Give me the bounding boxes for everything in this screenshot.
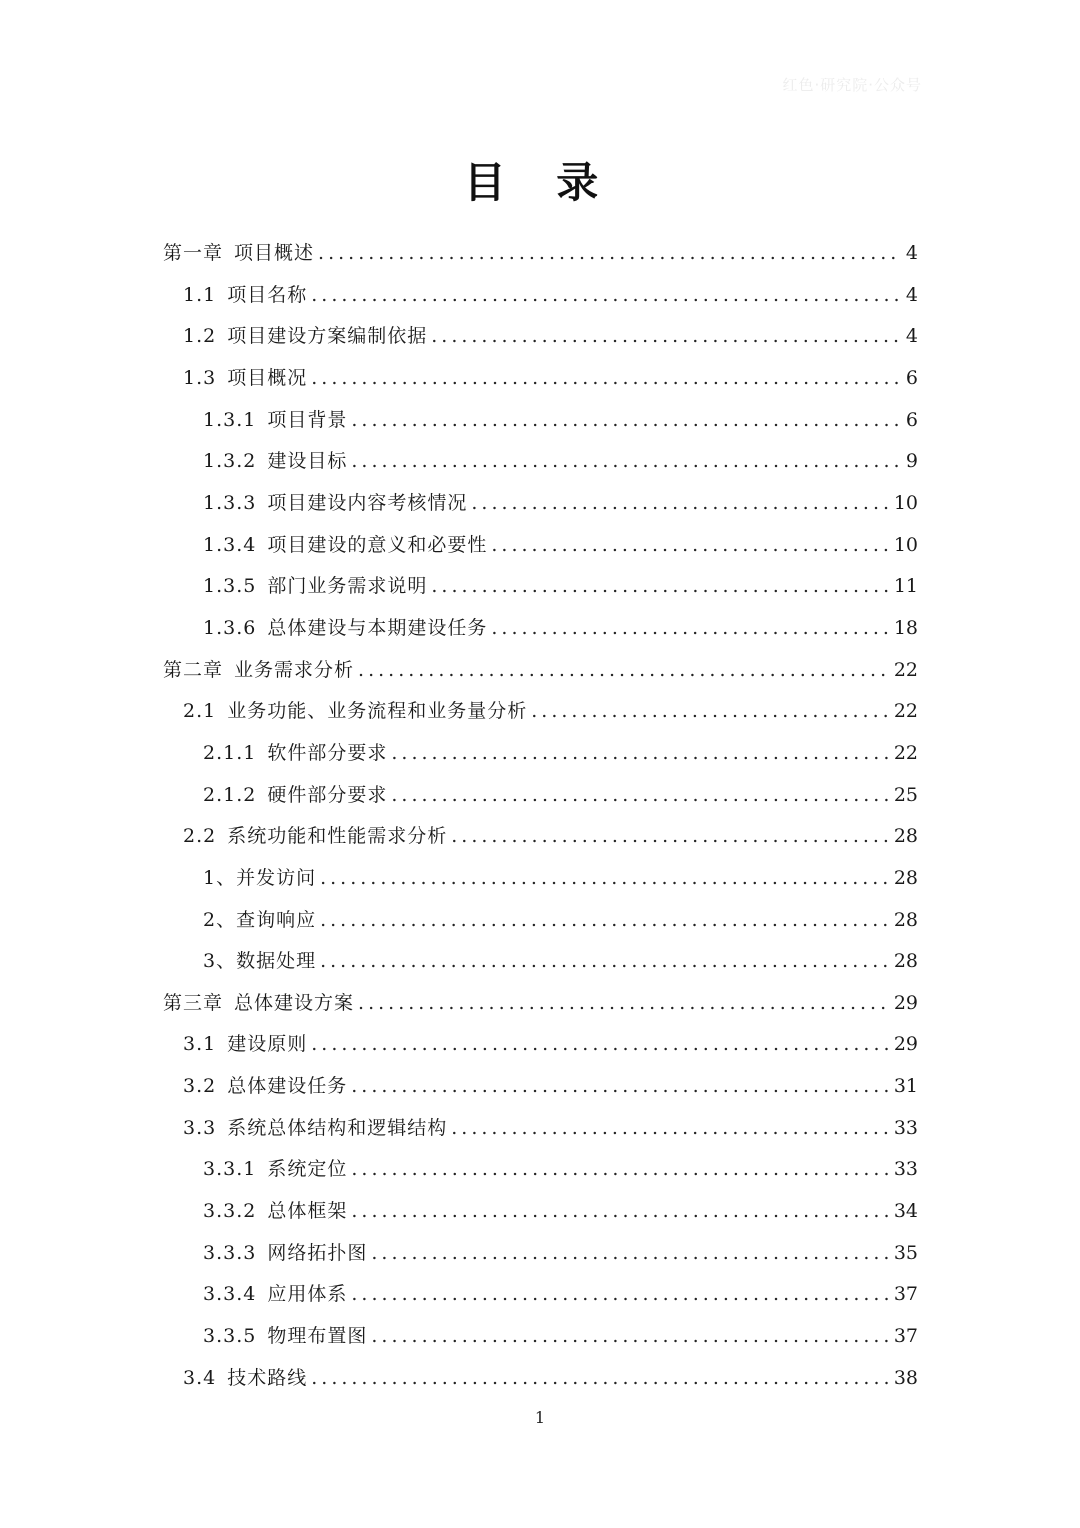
dot-leader <box>351 1274 889 1316</box>
toc-entry-title: 3、数据处理 <box>203 950 317 973</box>
toc-entry-number: 2.1.2 <box>203 783 257 806</box>
toc-entry-title: 建设原则 <box>227 1033 308 1056</box>
toc-entry-number: 1.3 <box>183 366 217 389</box>
dot-leader <box>311 358 900 400</box>
toc-entry-page: 6 <box>905 366 918 389</box>
toc-entry-number: 3.1 <box>183 1033 217 1056</box>
toc-entry[interactable] <box>163 441 918 483</box>
toc-entry[interactable] <box>163 1358 918 1400</box>
toc-entry-page: 37 <box>893 1283 918 1306</box>
toc-entry-title: 项目建设方案编制依据 <box>227 325 428 348</box>
toc-entry-page: 33 <box>893 1158 918 1181</box>
toc-entry[interactable] <box>163 233 918 275</box>
dot-leader <box>351 1066 890 1108</box>
dot-leader <box>391 733 889 775</box>
toc-entry-title: 系统定位 <box>267 1158 348 1181</box>
toc-entry-title: 项目建设的意义和必要性 <box>267 533 488 556</box>
toc-entry[interactable] <box>163 1149 918 1191</box>
toc-entry-number: 3.3 <box>183 1116 217 1139</box>
toc-entry-number: 1.3.2 <box>203 450 257 473</box>
dot-leader <box>311 1024 890 1066</box>
toc-entry-title: 总体建设任务 <box>227 1075 348 1098</box>
dot-leader <box>320 900 890 942</box>
dot-leader <box>351 400 900 442</box>
toc-entry-page: 37 <box>893 1325 918 1348</box>
toc-entry[interactable] <box>163 1316 918 1358</box>
dot-leader <box>431 566 889 608</box>
toc-entry-title: 总体建设方案 <box>234 991 355 1014</box>
dot-leader <box>391 775 889 817</box>
toc-entry[interactable] <box>163 733 918 775</box>
toc-entry-title: 建设目标 <box>267 450 348 473</box>
toc-entry-number: 3.3.2 <box>203 1200 257 1223</box>
toc-entry-page: 6 <box>905 408 918 431</box>
toc-entry-number: 1.3.5 <box>203 575 257 598</box>
toc-entry-number: 3.4 <box>183 1366 217 1389</box>
dot-leader <box>351 1191 889 1233</box>
dot-leader <box>491 608 889 650</box>
toc-entry-title: 2、查询响应 <box>203 908 317 931</box>
toc-entry[interactable] <box>163 858 918 900</box>
toc-entry-page: 9 <box>905 450 918 473</box>
dot-leader <box>451 816 890 858</box>
toc-entry-page: 33 <box>893 1116 918 1139</box>
toc-entry-number: 第三章 <box>163 991 224 1014</box>
toc-entry[interactable] <box>163 358 918 400</box>
toc-entry-page: 28 <box>893 825 918 848</box>
toc-entry-number: 1.1 <box>183 283 217 306</box>
toc-entry[interactable] <box>163 1108 918 1150</box>
dot-leader <box>351 441 900 483</box>
toc-entry-page: 22 <box>893 658 918 681</box>
toc-entry-title: 总体框架 <box>267 1200 348 1223</box>
toc-entry[interactable] <box>163 900 918 942</box>
dot-leader <box>451 1108 890 1150</box>
toc-entry-title: 业务需求分析 <box>234 658 355 681</box>
toc-entry[interactable] <box>163 566 918 608</box>
toc-entry-page: 10 <box>893 533 918 556</box>
toc-entry-page: 29 <box>893 1033 918 1056</box>
toc-entry-title: 1、并发访问 <box>203 866 317 889</box>
toc-entry-page: 22 <box>893 741 918 764</box>
dot-leader <box>491 525 889 567</box>
dot-leader <box>431 316 900 358</box>
watermark: 红色·研究院·公众号 <box>782 76 922 94</box>
toc-entry[interactable] <box>163 1274 918 1316</box>
dot-leader <box>311 1358 890 1400</box>
dot-leader <box>531 691 890 733</box>
toc-entry[interactable] <box>163 1024 918 1066</box>
toc-entry[interactable] <box>163 275 918 317</box>
toc-entry-number: 2.2 <box>183 825 217 848</box>
dot-leader <box>371 1316 889 1358</box>
toc-entry-title: 业务功能、业务流程和业务量分析 <box>227 700 528 723</box>
toc-entry-title: 项目背景 <box>267 408 348 431</box>
toc-entry[interactable] <box>163 941 918 983</box>
toc-entry[interactable] <box>163 816 918 858</box>
toc-entry-page: 11 <box>893 575 918 598</box>
page-number: 1 <box>534 1408 546 1427</box>
toc-entry-page: 4 <box>905 325 918 348</box>
dot-leader <box>351 1149 889 1191</box>
dot-leader <box>320 858 890 900</box>
toc-entry-page: 4 <box>905 283 918 306</box>
toc-entry-title: 项目概况 <box>227 366 308 389</box>
toc-entry-number: 3.3.4 <box>203 1283 257 1306</box>
toc-entry-number: 第二章 <box>163 658 224 681</box>
toc-entry-number: 1.2 <box>183 325 217 348</box>
toc-entry-page: 28 <box>893 950 918 973</box>
toc-entry-page: 4 <box>905 242 918 264</box>
toc-entry-title: 总体建设与本期建设任务 <box>267 616 488 639</box>
toc-entry-page: 10 <box>893 491 918 514</box>
toc-entry[interactable] <box>163 691 918 733</box>
toc-entry-page: 28 <box>893 908 918 931</box>
toc-entry-title: 系统总体结构和逻辑结构 <box>227 1116 448 1139</box>
toc-entry-title: 物理布置图 <box>267 1325 368 1348</box>
toc-entry-number: 3.2 <box>183 1075 217 1098</box>
toc-entry[interactable] <box>163 525 918 567</box>
toc-entry[interactable] <box>163 775 918 817</box>
toc-entry-title: 部门业务需求说明 <box>267 575 428 598</box>
toc-entry-title: 项目名称 <box>227 283 308 306</box>
page-title: 目 录 <box>463 158 617 207</box>
dot-leader <box>358 983 890 1025</box>
toc-entry-number: 2.1 <box>183 700 217 723</box>
toc-entry-page: 34 <box>893 1200 918 1223</box>
toc-entry-title: 网络拓扑图 <box>267 1241 368 1264</box>
dot-leader <box>320 941 890 983</box>
toc-entry-title: 技术路线 <box>227 1366 308 1389</box>
dot-leader <box>371 1233 889 1275</box>
toc-entry-title: 项目概述 <box>234 242 315 264</box>
toc-entry-page: 18 <box>893 616 918 639</box>
dot-leader <box>471 483 889 525</box>
toc-entry[interactable] <box>163 650 918 692</box>
dot-leader <box>318 233 900 275</box>
toc-entry-title: 硬件部分要求 <box>267 783 388 806</box>
toc-entry-title: 系统功能和性能需求分析 <box>227 825 448 848</box>
toc-entry-number: 3.3.1 <box>203 1158 257 1181</box>
toc-entry-page: 25 <box>893 783 918 806</box>
toc-entry-number: 2.1.1 <box>203 741 257 764</box>
toc-entry-title: 应用体系 <box>267 1283 348 1306</box>
dot-leader <box>358 650 890 692</box>
toc-entry[interactable] <box>163 316 918 358</box>
toc-entry-page: 38 <box>893 1366 918 1389</box>
toc-entry-number: 3.3.3 <box>203 1241 257 1264</box>
toc-entry-number: 3.3.5 <box>203 1325 257 1348</box>
toc-entry-number: 第一章 <box>163 242 224 264</box>
toc-entry-number: 1.3.1 <box>203 408 257 431</box>
toc-entry[interactable] <box>163 1233 918 1275</box>
toc-entry-page: 31 <box>893 1075 918 1098</box>
toc-entry-title: 软件部分要求 <box>267 741 388 764</box>
toc-entry-page: 29 <box>893 991 918 1014</box>
toc-entry-page: 28 <box>893 866 918 889</box>
toc-entry[interactable] <box>163 608 918 650</box>
toc-entry-page: 22 <box>893 700 918 723</box>
toc-entry[interactable] <box>163 1066 918 1108</box>
toc-entry[interactable] <box>163 1191 918 1233</box>
toc-entry-number: 1.3.4 <box>203 533 257 556</box>
toc-entry[interactable] <box>163 983 918 1025</box>
toc-entry-number: 1.3.3 <box>203 491 257 514</box>
dot-leader <box>311 275 900 317</box>
toc-entry-number: 1.3.6 <box>203 616 257 639</box>
toc-entry[interactable] <box>163 400 918 442</box>
toc-entry-page: 35 <box>893 1241 918 1264</box>
toc-entry-title: 项目建设内容考核情况 <box>267 491 468 514</box>
toc-entry[interactable] <box>163 483 918 525</box>
table-of-contents <box>163 233 918 1399</box>
